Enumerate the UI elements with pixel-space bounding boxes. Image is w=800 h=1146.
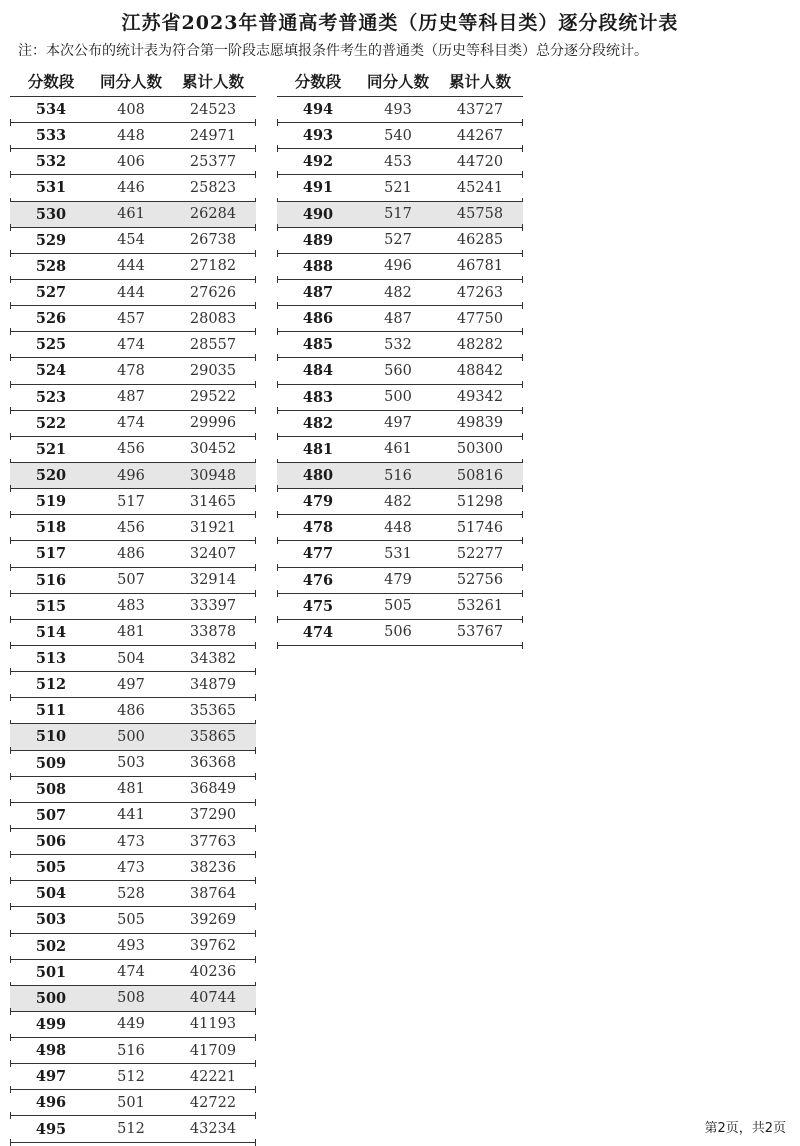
- table-row: [277, 306, 523, 332]
- score-cell: 495: [35, 1120, 67, 1138]
- score-table-right: [277, 66, 523, 646]
- table-row: [277, 437, 523, 463]
- cumulative-cell: 25377: [189, 153, 237, 170]
- same-count-cell: 486: [117, 702, 145, 719]
- score-cell: 478: [302, 519, 334, 537]
- score-cell: 527: [35, 284, 67, 302]
- same-count-cell: 528: [117, 885, 145, 902]
- cumulative-cell: 36849: [189, 781, 237, 798]
- score-cell: 511: [35, 702, 67, 720]
- score-cell: 528: [35, 257, 67, 275]
- same-count-cell: 456: [117, 441, 145, 458]
- same-count-cell: 532: [384, 336, 412, 353]
- table-row: [10, 751, 256, 777]
- table-row: [10, 986, 256, 1012]
- table-header: [277, 66, 523, 97]
- table-row: [10, 1012, 256, 1038]
- same-count-cell: 473: [117, 833, 145, 850]
- table-row: [277, 332, 523, 358]
- same-count-cell: 481: [117, 624, 145, 641]
- cumulative-cell: 45758: [456, 206, 504, 223]
- cumulative-cell: 39269: [189, 911, 237, 928]
- same-count-cell: 496: [384, 258, 412, 275]
- same-count-cell: 474: [117, 415, 145, 432]
- cumulative-cell: 41193: [189, 1016, 237, 1033]
- cumulative-cell: 43234: [189, 1121, 237, 1138]
- score-cell: 490: [302, 205, 334, 223]
- score-cell: 531: [35, 179, 67, 197]
- score-cell: 524: [35, 362, 67, 380]
- same-count-cell: 446: [117, 179, 145, 196]
- cumulative-cell: 35365: [189, 702, 237, 719]
- score-cell: 489: [302, 231, 334, 249]
- same-count-cell: 478: [117, 362, 145, 379]
- table-row: [10, 228, 256, 254]
- score-cell: 477: [302, 545, 334, 563]
- cumulative-cell: 35865: [189, 728, 237, 745]
- cumulative-cell: 27182: [189, 258, 237, 275]
- score-cell: 533: [35, 127, 67, 145]
- cumulative-cell: 41709: [189, 1042, 237, 1059]
- same-count-cell: 504: [117, 650, 145, 667]
- table-row: [10, 1116, 256, 1142]
- score-cell: 523: [35, 388, 67, 406]
- cumulative-cell: 29522: [189, 389, 237, 406]
- table-row: [10, 411, 256, 437]
- same-count-cell: 527: [384, 232, 412, 249]
- cumulative-cell: 28557: [189, 336, 237, 353]
- same-count-cell: 516: [384, 467, 412, 484]
- score-cell: 521: [35, 440, 67, 458]
- score-cell: 525: [35, 336, 67, 354]
- cumulative-cell: 34382: [189, 650, 237, 667]
- score-cell: 512: [35, 676, 67, 694]
- cumulative-cell: 24523: [189, 101, 237, 118]
- same-count-cell: 507: [117, 572, 145, 589]
- score-cell: 534: [35, 101, 67, 119]
- table-row: [10, 594, 256, 620]
- same-count-cell: 479: [384, 572, 412, 589]
- cumulative-cell: 36368: [189, 755, 237, 772]
- table-row: [10, 646, 256, 672]
- cumulative-cell: 53261: [456, 598, 504, 615]
- score-cell: 496: [35, 1094, 67, 1112]
- same-count-cell: 461: [117, 206, 145, 223]
- same-count-cell: 448: [384, 519, 412, 536]
- table-row: [10, 881, 256, 907]
- score-table-left: [10, 66, 256, 1143]
- cumulative-cell: 37763: [189, 833, 237, 850]
- same-count-cell: 506: [384, 624, 412, 641]
- table-header: [10, 66, 256, 97]
- same-count-cell: 516: [117, 1042, 145, 1059]
- same-count-cell: 517: [384, 206, 412, 223]
- table-row: [10, 724, 256, 750]
- table-row: [10, 934, 256, 960]
- score-cell: 506: [35, 833, 67, 850]
- cumulative-cell: 51746: [456, 519, 504, 536]
- same-count-cell: 473: [117, 859, 145, 876]
- same-count-cell: 474: [117, 336, 145, 353]
- table-row: [277, 254, 523, 280]
- same-count-cell: 406: [117, 153, 145, 170]
- score-cell: 505: [35, 859, 67, 877]
- score-cell: 494: [302, 101, 334, 119]
- score-cell: 501: [35, 963, 67, 981]
- table-row: [277, 594, 523, 620]
- score-cell: 492: [302, 153, 334, 171]
- table-row: [277, 175, 523, 201]
- score-cell: 484: [302, 362, 334, 380]
- score-cell: 522: [35, 414, 67, 432]
- cumulative-cell: 42722: [189, 1094, 237, 1111]
- score-cell: 493: [302, 127, 334, 145]
- table-row: [277, 515, 523, 541]
- cumulative-cell: 43727: [456, 101, 504, 118]
- cumulative-cell: 37290: [189, 807, 237, 824]
- same-count-cell: 486: [117, 545, 145, 562]
- table-row: [277, 620, 523, 646]
- same-count-cell: 493: [117, 938, 145, 955]
- cumulative-cell: 50300: [456, 441, 504, 458]
- cumulative-cell: 33878: [189, 624, 237, 641]
- cumulative-cell: 34879: [189, 676, 237, 693]
- score-cell: 507: [35, 806, 67, 824]
- same-count-cell: 505: [384, 598, 412, 615]
- header-score: 分数段: [294, 73, 342, 91]
- cumulative-cell: 38764: [189, 885, 237, 902]
- cumulative-cell: 31921: [189, 519, 237, 536]
- table-row: [10, 358, 256, 384]
- table-row: [277, 385, 523, 411]
- header-same-count: 同分人数: [99, 73, 162, 91]
- score-cell: 498: [35, 1042, 67, 1060]
- table-row: [10, 855, 256, 881]
- score-cell: 482: [302, 414, 334, 432]
- table-row: [10, 489, 256, 515]
- score-cell: 474: [302, 623, 334, 641]
- table-row: [277, 123, 523, 149]
- table-row: [10, 1064, 256, 1090]
- cumulative-cell: 30452: [189, 441, 237, 458]
- table-row: [277, 489, 523, 515]
- score-cell: 502: [35, 937, 67, 955]
- same-count-cell: 512: [117, 1068, 145, 1085]
- table-row: [10, 672, 256, 698]
- score-cell: 520: [35, 467, 67, 485]
- same-count-cell: 482: [384, 493, 412, 510]
- cumulative-cell: 48842: [456, 362, 504, 379]
- score-cell: 518: [35, 519, 67, 537]
- cumulative-cell: 46781: [456, 258, 504, 275]
- same-count-cell: 501: [117, 1094, 145, 1111]
- cumulative-cell: 50816: [456, 467, 504, 484]
- cumulative-cell: 24971: [189, 127, 237, 144]
- table-row: [10, 175, 256, 201]
- score-cell: 483: [302, 388, 334, 406]
- table-row: [10, 1038, 256, 1064]
- same-count-cell: 444: [117, 258, 145, 275]
- score-cell: 530: [35, 205, 67, 223]
- table-row: [10, 907, 256, 933]
- table-row: [277, 97, 523, 123]
- same-count-cell: 408: [117, 101, 145, 118]
- same-count-cell: 517: [117, 493, 145, 510]
- score-cell: 481: [302, 440, 334, 458]
- same-count-cell: 497: [384, 415, 412, 432]
- table-row: [10, 97, 256, 123]
- score-cell: 519: [35, 493, 67, 511]
- same-count-cell: 441: [117, 807, 145, 824]
- table-row: [10, 332, 256, 358]
- table-row: [277, 358, 523, 384]
- score-cell: 513: [35, 650, 67, 668]
- table-row: [10, 463, 256, 489]
- same-count-cell: 487: [384, 310, 412, 327]
- table-row: [277, 568, 523, 594]
- cumulative-cell: 30948: [189, 467, 237, 484]
- table-row: [277, 463, 523, 489]
- score-cell: 515: [35, 597, 67, 615]
- table-row: [277, 149, 523, 175]
- same-count-cell: 449: [117, 1016, 145, 1033]
- cumulative-cell: 33397: [189, 598, 237, 615]
- cumulative-cell: 26738: [189, 232, 237, 249]
- score-cell: 526: [35, 310, 67, 328]
- table-row: [10, 123, 256, 149]
- cumulative-cell: 47750: [456, 310, 504, 327]
- table-row: [10, 777, 256, 803]
- table-row: [10, 960, 256, 986]
- same-count-cell: 444: [117, 284, 145, 301]
- cumulative-cell: 47263: [456, 284, 504, 301]
- score-cell: 497: [35, 1068, 67, 1086]
- score-cell: 476: [302, 571, 334, 589]
- table-row: [277, 411, 523, 437]
- table-row: [10, 254, 256, 280]
- table-row: [277, 280, 523, 306]
- cumulative-cell: 39762: [189, 938, 237, 955]
- same-count-cell: 474: [117, 964, 145, 981]
- table-row: [10, 541, 256, 567]
- same-count-cell: 481: [117, 781, 145, 798]
- score-cell: 510: [35, 728, 67, 746]
- cumulative-cell: 26284: [189, 206, 237, 223]
- table-row: [10, 437, 256, 463]
- cumulative-cell: 46285: [456, 232, 504, 249]
- cumulative-cell: 29035: [189, 362, 237, 379]
- score-cell: 514: [35, 623, 67, 641]
- score-cell: 479: [302, 493, 334, 511]
- table-row: [277, 202, 523, 228]
- table-row: [10, 1090, 256, 1116]
- score-cell: 485: [302, 336, 334, 354]
- same-count-cell: 503: [117, 755, 145, 772]
- score-cell: 509: [35, 754, 67, 772]
- score-cell: 532: [35, 153, 67, 171]
- table-note: 注：本次公布的统计表为符合第一阶段志愿填报条件考生的普通类（历史等科目类）总分逐分段统计。: [18, 43, 648, 59]
- same-count-cell: 497: [117, 676, 145, 693]
- cumulative-cell: 28083: [189, 310, 237, 327]
- header-same-count: 同分人数: [366, 73, 429, 91]
- score-cell: 508: [35, 780, 67, 798]
- header-cumulative: 累计人数: [448, 73, 511, 91]
- same-count-cell: 521: [384, 179, 412, 196]
- cumulative-cell: 51298: [456, 493, 504, 510]
- cumulative-cell: 38236: [189, 859, 237, 876]
- same-count-cell: 487: [117, 389, 145, 406]
- table-row: [10, 568, 256, 594]
- cumulative-cell: 29996: [189, 415, 237, 432]
- table-row: [10, 698, 256, 724]
- cumulative-cell: 32914: [189, 572, 237, 589]
- score-cell: 480: [302, 467, 334, 485]
- score-cell: 500: [35, 989, 67, 1007]
- header-score: 分数段: [27, 73, 75, 91]
- score-cell: 504: [35, 885, 67, 903]
- same-count-cell: 500: [384, 389, 412, 406]
- score-cell: 475: [302, 597, 334, 615]
- same-count-cell: 512: [117, 1121, 145, 1138]
- page-title: 江苏省2023年普通高考普通类（历史等科目类）逐分段统计表: [121, 12, 679, 34]
- cumulative-cell: 53767: [456, 624, 504, 641]
- table-row: [277, 541, 523, 567]
- score-cell: 488: [302, 257, 334, 275]
- same-count-cell: 560: [384, 362, 412, 379]
- header-cumulative: 累计人数: [181, 73, 244, 91]
- table-row: [10, 280, 256, 306]
- cumulative-cell: 44267: [456, 127, 504, 144]
- cumulative-cell: 48282: [456, 336, 504, 353]
- cumulative-cell: 27626: [189, 284, 237, 301]
- table-row: [10, 306, 256, 332]
- cumulative-cell: 49839: [456, 415, 504, 432]
- same-count-cell: 505: [117, 911, 145, 928]
- table-row: [10, 620, 256, 646]
- same-count-cell: 483: [117, 598, 145, 615]
- cumulative-cell: 40236: [189, 964, 237, 981]
- same-count-cell: 508: [117, 990, 145, 1007]
- score-cell: 486: [302, 310, 334, 328]
- table-row: [10, 149, 256, 175]
- same-count-cell: 457: [117, 310, 145, 327]
- same-count-cell: 448: [117, 127, 145, 144]
- cumulative-cell: 49342: [456, 389, 504, 406]
- table-row: [277, 228, 523, 254]
- cumulative-cell: 32407: [189, 545, 237, 562]
- score-cell: 491: [302, 179, 334, 197]
- score-cell: 517: [35, 545, 67, 563]
- table-row: [10, 803, 256, 829]
- same-count-cell: 454: [117, 232, 145, 249]
- table-row: [10, 515, 256, 541]
- table-row: [10, 202, 256, 228]
- page-number: 第2页，共2页: [704, 1121, 786, 1136]
- cumulative-cell: 52277: [456, 545, 504, 562]
- same-count-cell: 500: [117, 728, 145, 745]
- cumulative-cell: 44720: [456, 153, 504, 170]
- score-cell: 516: [35, 571, 67, 589]
- same-count-cell: 493: [384, 101, 412, 118]
- cumulative-cell: 40744: [189, 990, 237, 1007]
- same-count-cell: 461: [384, 441, 412, 458]
- score-cell: 529: [35, 231, 67, 249]
- cumulative-cell: 52756: [456, 572, 504, 589]
- same-count-cell: 531: [384, 545, 412, 562]
- cumulative-cell: 42221: [189, 1068, 237, 1085]
- table-row: [10, 829, 256, 855]
- same-count-cell: 496: [117, 467, 145, 484]
- table-row: [10, 385, 256, 411]
- score-cell: 499: [35, 1015, 67, 1033]
- same-count-cell: 540: [384, 127, 412, 144]
- score-cell: 503: [35, 911, 67, 929]
- same-count-cell: 456: [117, 519, 145, 536]
- score-cell: 487: [302, 284, 334, 302]
- same-count-cell: 482: [384, 284, 412, 301]
- cumulative-cell: 45241: [456, 179, 504, 196]
- cumulative-cell: 25823: [189, 179, 237, 196]
- same-count-cell: 453: [384, 153, 412, 170]
- cumulative-cell: 31465: [189, 493, 237, 510]
